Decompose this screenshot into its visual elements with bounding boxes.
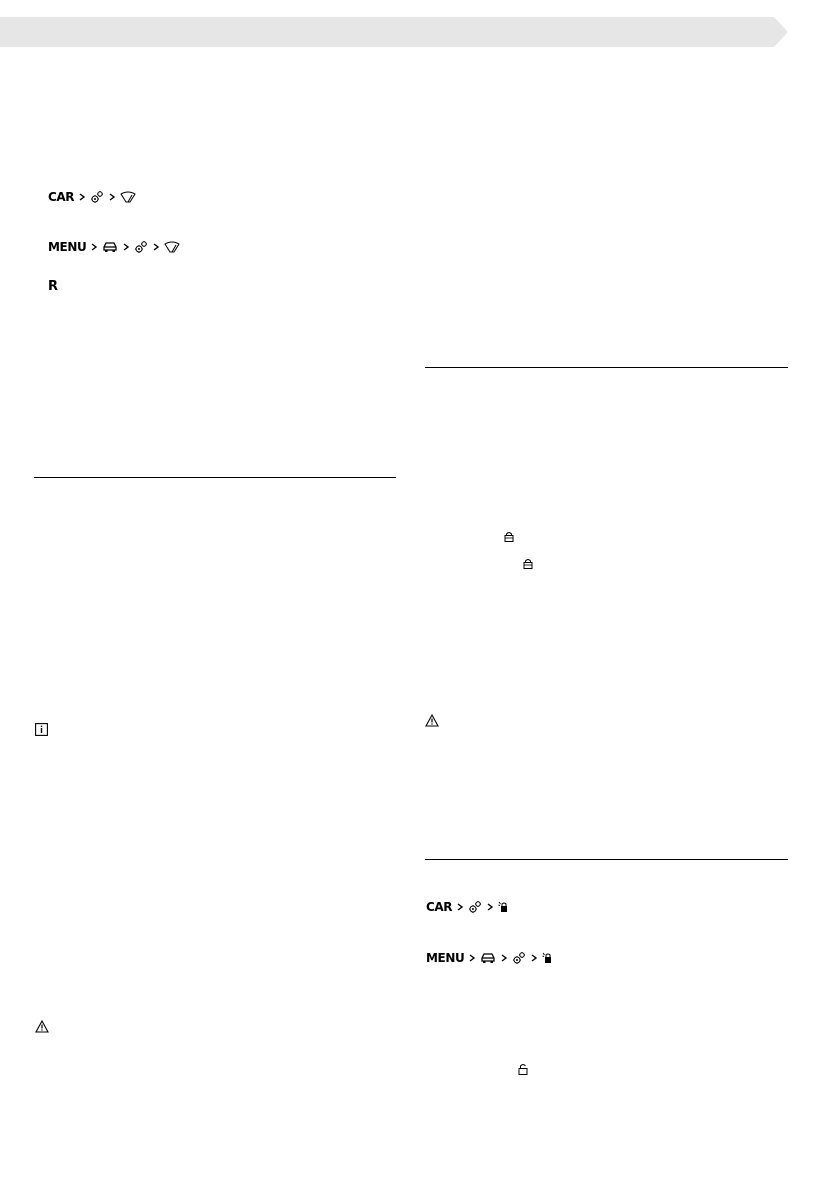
lock-open-icon (518, 1063, 528, 1075)
chevron-right-icon (153, 243, 159, 251)
lock-hand-icon (498, 901, 508, 913)
lock-closed-icon (504, 531, 514, 542)
nav-path-car-wiper (48, 189, 136, 205)
chevron-right-icon (457, 903, 463, 911)
section-divider (425, 859, 788, 860)
chevron-right-icon (469, 954, 475, 962)
section-divider (425, 367, 788, 368)
chevron-right-icon (79, 193, 85, 201)
settings-gear-icon (134, 240, 148, 254)
wiper-icon (164, 241, 180, 253)
section-divider (34, 477, 396, 478)
nav-path-menu-wiper (48, 239, 180, 255)
menu-keyword: MENU (48, 240, 87, 254)
nav-path-car-lock (426, 899, 508, 915)
warning-triangle-icon (425, 714, 439, 727)
wiper-icon (120, 191, 136, 203)
settings-gear-icon (512, 951, 526, 965)
car-icon (480, 952, 496, 964)
chevron-right-icon (487, 903, 493, 911)
car-keyword: CAR (426, 900, 453, 914)
chevron-right-icon (91, 243, 97, 251)
info-icon (35, 723, 48, 736)
menu-keyword: MENU (426, 951, 465, 965)
reverse-gear-label: R (48, 279, 58, 294)
chevron-right-icon (531, 954, 537, 962)
car-icon (102, 241, 118, 253)
chevron-right-icon (123, 243, 129, 251)
chevron-right-icon (501, 954, 507, 962)
nav-path-menu-lock (426, 950, 552, 966)
header-banner (0, 17, 788, 47)
car-keyword: CAR (48, 190, 75, 204)
lock-closed-icon (523, 558, 533, 569)
settings-gear-icon (468, 900, 482, 914)
lock-hand-icon (542, 952, 552, 964)
settings-gear-icon (90, 190, 104, 204)
chevron-right-icon (109, 193, 115, 201)
warning-triangle-icon (35, 1020, 49, 1033)
